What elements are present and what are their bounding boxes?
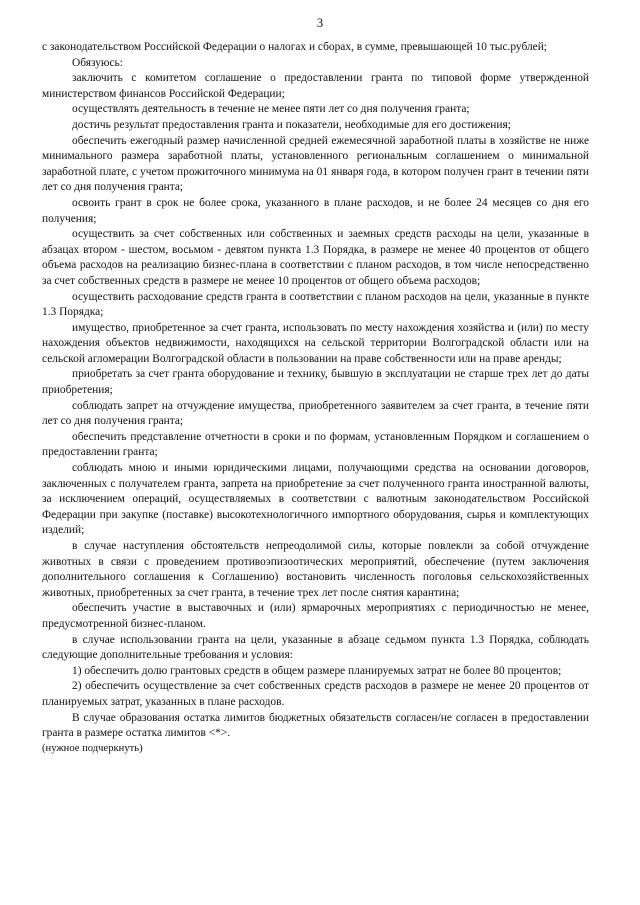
paragraph: осуществлять деятельность в течение не менее пяти лет со дня получения гранта; [72, 103, 470, 116]
footnote-instruction: (нужное подчеркнуть) [42, 742, 143, 754]
paragraph: освоить грант в срок не более срока, указанного в плане расходов, и не более 24 месяцев со дня его получения; [42, 196, 589, 225]
document-body [42, 40, 589, 756]
paragraph: достичь результат предоставления гранта и показатели, необходимые для его достижения; [72, 118, 511, 131]
paragraph: соблюдать мною и иными юридическими лицами, получающими средства на основании договоров, заключенных с получателем гранта, запрета на приобретение за счет полученного гранта иностранной валюты, за исключением операций, осуществляемых в соответствии с валютным законодательством Российской Федерации при закупке (поставке) высокотехнологичного импортного оборудования, сырья и комплектующих изделий; [42, 462, 589, 537]
paragraph: обеспечить участие в выставочных и (или) ярмарочных мероприятиях с периодичностью не менее, предусмотренной бизнес-планом. [42, 602, 589, 630]
paragraph: обеспечить представление отчетности в сроки и по формам, установленным Порядком и соглашением о предоставлении гранта; [42, 430, 589, 459]
paragraph: имущество, приобретенное за счет гранта, использовать по месту нахождения хозяйства и (или) по месту нахождения объектов недвижимости, находящихся на сельской территории Волгоградской области или на сельской агломерации Волгоградской области в пользовании на праве собственности или на праве аренды; [42, 321, 589, 365]
paragraph: Обязуюсь: [72, 56, 123, 69]
paragraph: В случае образования остатка лимитов бюджетных обязательств согласен/не согласен в предоставлении гранта в размере остатка лимитов <*>. [42, 711, 589, 740]
paragraph: приобретать за счет гранта оборудование и технику, бывшую в эксплуатации не старше трех лет до даты приобретения; [42, 368, 589, 397]
paragraph: в случае использовании гранта на цели, указанные в абзаце седьмом пункта 1.3 Порядка, соблюдать следующие дополнительные требования и условия: [42, 633, 589, 662]
paragraph: в случае наступления обстоятельств непреодолимой силы, которые повлекли за собой отчуждение животных в связи с проведением противоэпизоотических мероприятий, обеспечение (путем заключения дополнительного соглашения к Соглашению) востановить численность поголовья сельскохозяйственных животных, приобретенных за счет гранта, в течение трех лет после снятия карантина; [42, 540, 589, 599]
paragraph: обеспечить ежегодный размер начисленной средней ежемесячной заработной платы в хозяйстве не ниже минимального размера заработной платы, установленного региональным соглашением о минимальной заработной плате, с учетом прожиточного минимума на 01 января года, в котором получен грант в течении пяти лет со дня получения гранта; [42, 134, 589, 194]
paragraph: с законодательством Российской Федерации о налогах и сборах, в сумме, превышающей 10 тыс.рублей; [42, 41, 547, 53]
paragraph: осуществить расходование средств гранта в соответствии с планом расходов на цели, указанные в пункте 1.3 Порядка; [42, 290, 589, 319]
paragraph: осуществить за счет собственных или собственных и заемных средств расходы на цели, указанные в абзацах втором - шестом, восьмом - девятом пункта 1.3 Порядка, в размере не менее 40 процентов от общего объема расходов на реализацию бизнес-плана в соответствии с планом расходов, в том числе непосредственно за счет собственных средств в размере не менее 10 процентов от общего объема расходов; [42, 228, 589, 287]
paragraph: заключить с комитетом соглашение о предоставлении гранта по типовой форме утвержденной министерством финансов Российской Федерации; [42, 72, 589, 100]
page-number: 3 [316, 16, 324, 30]
paragraph: соблюдать запрет на отчуждение имущества, приобретенного заявителем за счет гранта, в течение пяти лет со дня получения гранта; [42, 399, 589, 428]
paragraph: 1) обеспечить долю грантовых средств в общем размере планируемых затрат не более 80 процентов; [72, 664, 562, 677]
paragraph: 2) обеспечить осуществление за счет собственных средств расходов в размере не менее 20 процентов от планируемых затрат, указанных в плане расходов. [42, 680, 589, 708]
